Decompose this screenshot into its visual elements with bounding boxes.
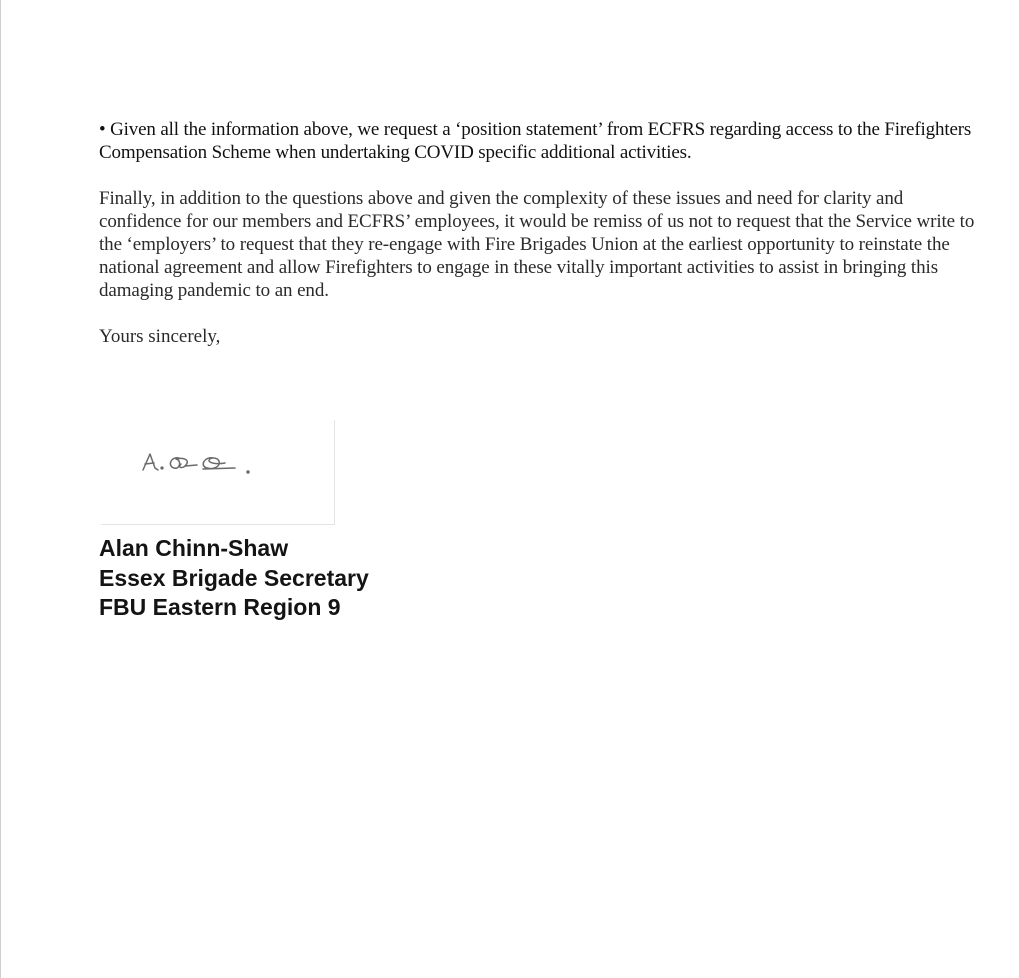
signatory-title: Essex Brigade Secretary xyxy=(99,564,369,591)
signatory-block xyxy=(99,534,369,623)
signatory-name: Alan Chinn-Shaw xyxy=(99,535,289,561)
bullet-paragraph: • Given all the information above, we request a ‘position statement’ from ECFRS regarding access to the Firefighters Compensation Scheme when undertaking COVID specific additional activities. xyxy=(99,119,972,163)
body-paragraph: Finally, in addition to the questions above and given the complexity of these issues and need for clarity and confidence for our members and ECFRS’ employees, it would be remiss of us not to request that the Service write to the ‘employers’ to request that they re-engage with Fire Brigades Union at the earliest opportunity to reinstate the national agreement and allow Firefighters to engage in these vitally important activities to assist in bringing this damaging pandemic to an end. xyxy=(99,188,975,301)
signature-icon xyxy=(139,448,319,488)
closing-salutation: Yours sincerely, xyxy=(99,326,221,347)
signature-box xyxy=(101,420,335,525)
signatory-organisation: FBU Eastern Region 9 xyxy=(99,594,341,620)
